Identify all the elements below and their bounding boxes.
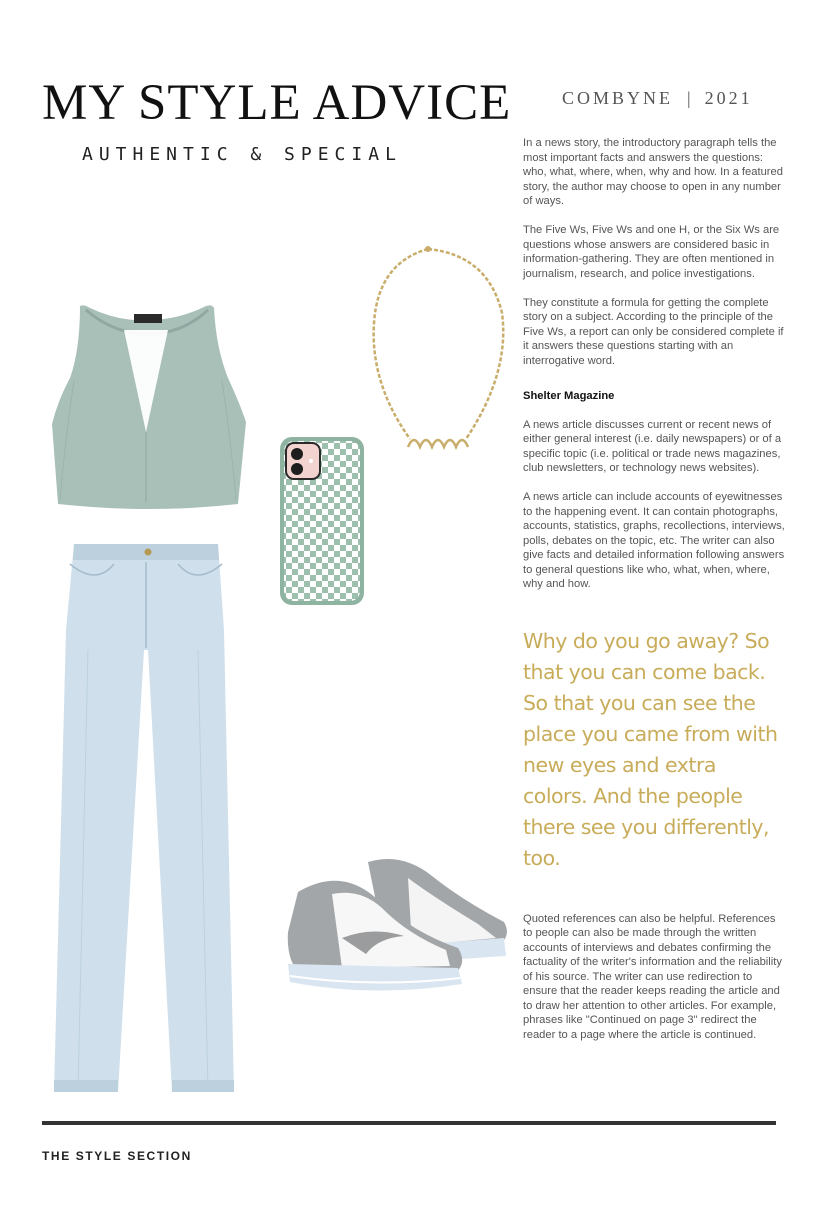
- brand-separator: |: [687, 88, 691, 108]
- brand-name: COMBYNE: [562, 88, 674, 108]
- sneakers-image: [282, 852, 512, 996]
- article-subheading: Shelter Magazine: [523, 390, 615, 402]
- crop-top-image: [50, 300, 248, 512]
- article-paragraph: A news article can include accounts of eyewitnesses to the happening event. It can contain photographs, accounts, statistics, graphs, recollections, interviews, polls, debates on the topic, etc. The writer can also give facts and detailed information following answers to general questions like who, what, when, where, why and how.: [523, 491, 785, 590]
- article-paragraph: Quoted references can also be helpful. References to people can also be made through the written accounts of interviews and debates confirming the factuality of the writer's information and the reliability of his source. The writer can use redirection to ensure that the reader keeps reading the article and to draw her attention to other articles. For example, phrases like "Continued on page 3" redirect the reader to a page where the article is continued.: [523, 912, 782, 1041]
- necklace-image: [368, 243, 516, 471]
- jeans-image: [48, 540, 244, 1096]
- page-subtitle: AUTHENTIC & SPECIAL: [82, 144, 402, 165]
- footer-label: THE STYLE SECTION: [42, 1149, 192, 1163]
- article-paragraph: A news article discusses current or recent news of either general interest (i.e. daily newspapers) or of a specific topic (i.e. political or trade news magazines, club newsletters, or technology news websites).: [523, 418, 782, 474]
- article-paragraph: They constitute a formula for getting the complete story on a subject. According to the principle of the Five Ws, a report can only be considered complete if it answers these questions starting with an interrogative word.: [523, 296, 784, 367]
- article-paragraph: The Five Ws, Five Ws and one H, or the Six Ws are questions whose answers are considered basic in information-gathering. They are often mentioned in journalism, research, and police investigations.: [523, 224, 780, 280]
- pull-quote: Why do you go away? So that you can come back. So that you can see the place you came from with new eyes and extra colors. And the people there see you differently, too.: [523, 628, 778, 870]
- article-paragraph: In a news story, the introductory paragraph tells the most important facts and answers the questions: who, what, where, when, why and how. In a featured story, the author may choose to open in any number of ways.: [523, 137, 783, 207]
- article-column: [523, 136, 785, 1057]
- phone-case-image: [280, 437, 364, 605]
- page-title: MY STYLE ADVICE: [42, 75, 512, 131]
- footer-rule: [42, 1121, 776, 1125]
- brand-line: [562, 88, 753, 109]
- brand-year: 2021: [704, 88, 753, 108]
